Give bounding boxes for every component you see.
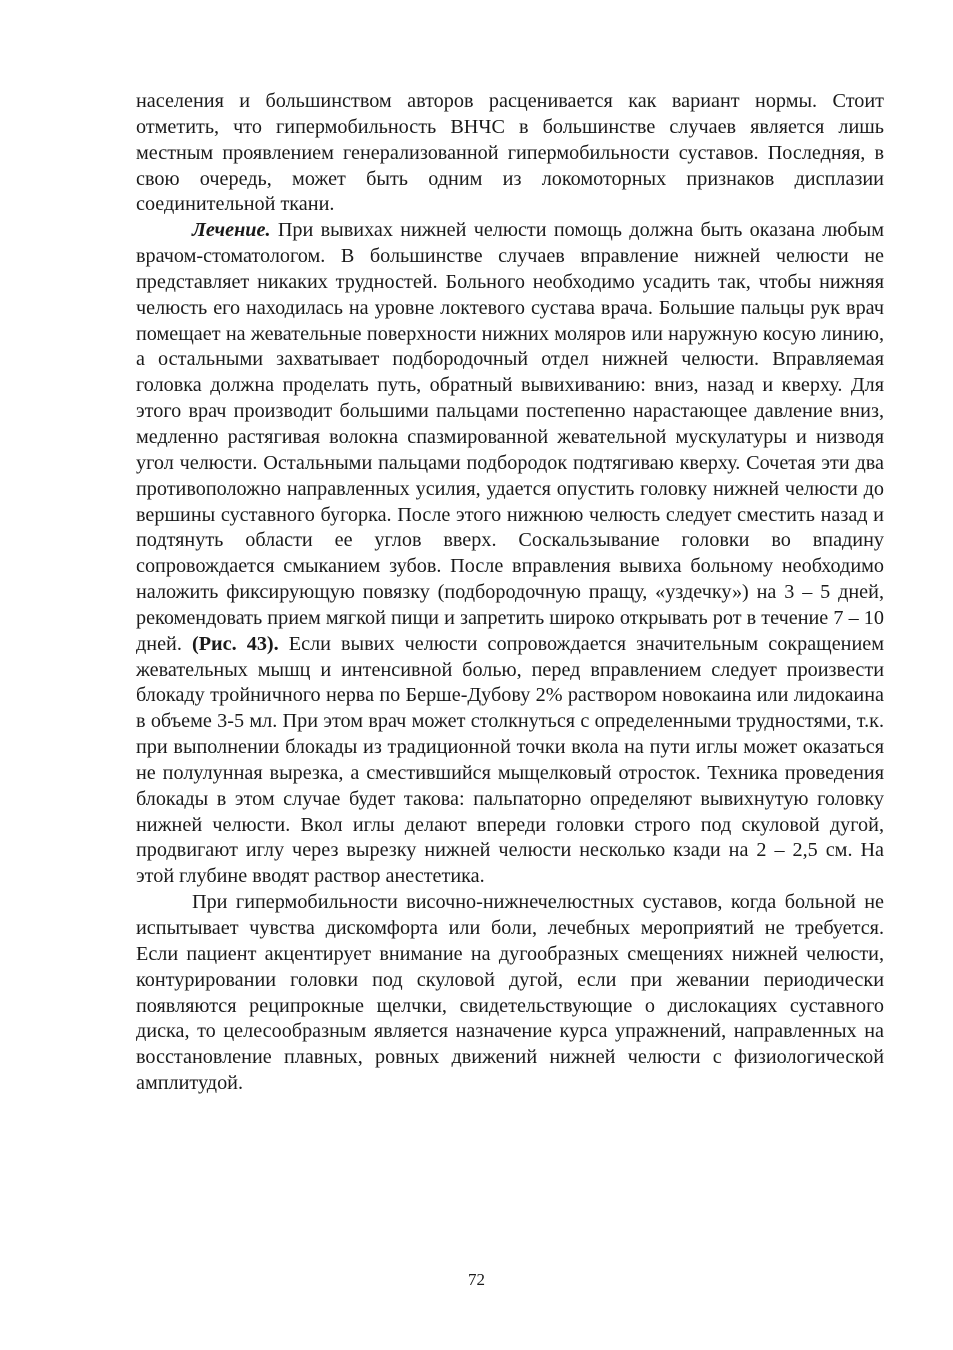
figure-reference: (Рис. 43). <box>191 632 279 655</box>
paragraph-continuation: населения и большинством авторов расценивается как вариант нормы. Стоит отметить, что гипермобильность ВНЧС в большинстве случаев является лишь местным проявлением генерализованной гипермобильности суставов. Последняя, в свою очередь, может быть одним из локомоторных признаков дисплазии соединительной ткани. <box>136 90 884 216</box>
treatment-heading: Лечение. <box>192 219 271 242</box>
body-text <box>136 89 884 1097</box>
paragraph-treatment <box>136 218 884 890</box>
page-number: 72 <box>468 1270 485 1289</box>
treatment-text-part-2: Если вывих челюсти сопровождается значительным сокращением жевательных мышц и интенсивной болью, перед вправлением следует произвести блокаду тройничного нерва по Берше-Дубову 2% раствором новокаина или лидокаина в объеме 3-5 мл. При этом врач может столкнуться с определенными трудностями, т.к. при выполнении блокады из традиционной точки вкола на пути иглы может оказаться не полулунная вырезка, а сместившийся мыщелковый отросток. Техника проведения блокады в этом случае будет такова: пальпаторно определяют вывихнутую головку нижней челюсти. Вкол иглы делают впереди головки строго под скуловой дугой, продвигают иглу через вырезку нижней челюсти несколько кзади на 2 – 2,5 см. На этой глубине вводят раствор анестетика. <box>136 632 885 888</box>
paragraph-hypermobility: При гипермобильности височно-нижнечелюстных суставов, когда больной не испытывает чувства дискомфорта или боли, лечебных мероприятий не требуется. Если пациент акцентирует внимание на дугообразных смещениях нижней челюсти, контурировании головки под скуловой дугой, если при жевании периодически появляются реципрокные щелчки, свидетельствующие о дислокациях суставного диска, то целесообразным является назначение курса упражнений, направленных на восстановление плавных, ровных движений нижней челюсти с физиологической амплитудой. <box>136 891 884 1095</box>
treatment-text-part-1: При вывихах нижней челюсти помощь должна быть оказана любым врачом-стоматологом. В большинстве случаев вправление нижней челюсти не представляет никаких трудностей. Больного необходимо усадить так, чтобы нижняя челюсть его находилась на уровне локтевого сустава врача. Большие пальцы рук врач помещает на жевательные поверхности нижних моляров или наружную косую линию, а остальными захватывает подбородочный отдел нижней челюсти. Вправляемая головка должна проделать путь, обратный вывихиванию: вниз, назад и кверху. Для этого врач производит большими пальцами постепенно нарастающее давление вниз, медленно растягивая волокна спазмированной жевательной мускулатуры и низводя угол челюсти. Остальными пальцами подбородок подтягиваю кверху. Сочетая эти два противоположно направленных усилия, удается опустить головку нижней челюсти до вершины суставного бугорка. После этого нижнюю челюсть следует сместить назад и подтянуть области ее углов вверх. Соскальзывание головки во впадину сопровождается смыканием зубов. После вправления вывиха больному необходимо наложить фиксирующую повязку (подбородочную пращу, «уздечку») на 3 – 5 дней, рекомендовать прием мягкой пищи и запретить широко открывать рот в течение 7 – 10 дней. <box>136 219 884 655</box>
